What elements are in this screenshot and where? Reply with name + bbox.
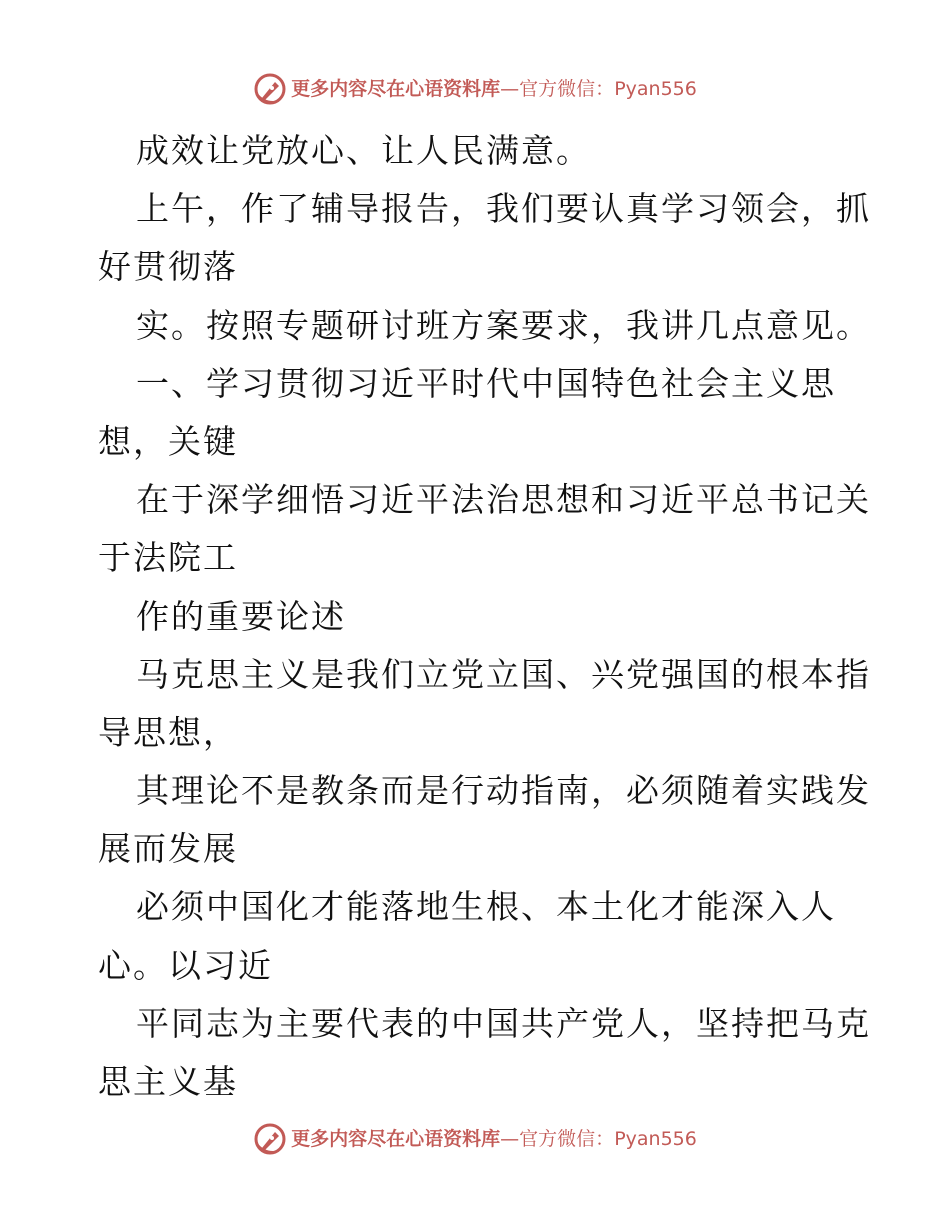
text-line: 展而发展 bbox=[98, 829, 238, 869]
watermark-wechat-label: 官方微信： bbox=[519, 1128, 615, 1150]
text-line: 思主义基 bbox=[98, 1062, 238, 1101]
pen-nib-logo-icon bbox=[253, 72, 287, 106]
watermark-text bbox=[291, 72, 697, 106]
text-line: 好贯彻落 bbox=[98, 247, 238, 287]
text-line: 成效让党放心、让人民满意。 bbox=[136, 131, 591, 170]
text-line: 在于深学细悟习近平法治思想和习近平总书记关 bbox=[136, 480, 871, 520]
watermark-wechat-id: Pyan556 bbox=[614, 1128, 697, 1150]
watermark-dash: — bbox=[500, 78, 520, 100]
text-line: 想，关键 bbox=[98, 421, 238, 461]
text-line: 作的重要论述 bbox=[136, 596, 346, 636]
watermark-wechat-label: 官方微信： bbox=[519, 78, 615, 100]
text-line: 平同志为主要代表的中国共产党人，坚持把马克 bbox=[136, 1003, 871, 1043]
text-line: 其理论不是教条而是行动指南，必须随着实践发 bbox=[136, 771, 871, 811]
pen-nib-logo-icon bbox=[253, 1122, 287, 1156]
watermark-brand: 更多内容尽在心语资料库 bbox=[291, 1128, 501, 1150]
text-line: 马克思主义是我们立党立国、兴党强国的根本指 bbox=[136, 654, 871, 694]
text-line: 心。以习近 bbox=[98, 945, 273, 985]
footer-watermark bbox=[0, 1122, 950, 1156]
text-line: 于法院工 bbox=[98, 538, 238, 578]
text-line: 上午，作了辅导报告，我们要认真学习领会，抓 bbox=[136, 189, 871, 229]
header-watermark bbox=[0, 72, 950, 106]
text-line: 实。按照专题研讨班方案要求，我讲几点意见。 bbox=[136, 305, 871, 345]
watermark-brand: 更多内容尽在心语资料库 bbox=[291, 78, 501, 100]
watermark-dash: — bbox=[500, 1128, 520, 1150]
text-line: 导思想， bbox=[98, 712, 238, 752]
text-line: 必须中国化才能落地生根、本土化才能深入人 bbox=[136, 887, 836, 927]
watermark-text bbox=[291, 1122, 697, 1156]
text-line: 一、学习贯彻习近平时代中国特色社会主义思 bbox=[136, 363, 836, 403]
watermark-wechat-id: Pyan556 bbox=[614, 78, 697, 100]
document-body bbox=[98, 122, 871, 1111]
